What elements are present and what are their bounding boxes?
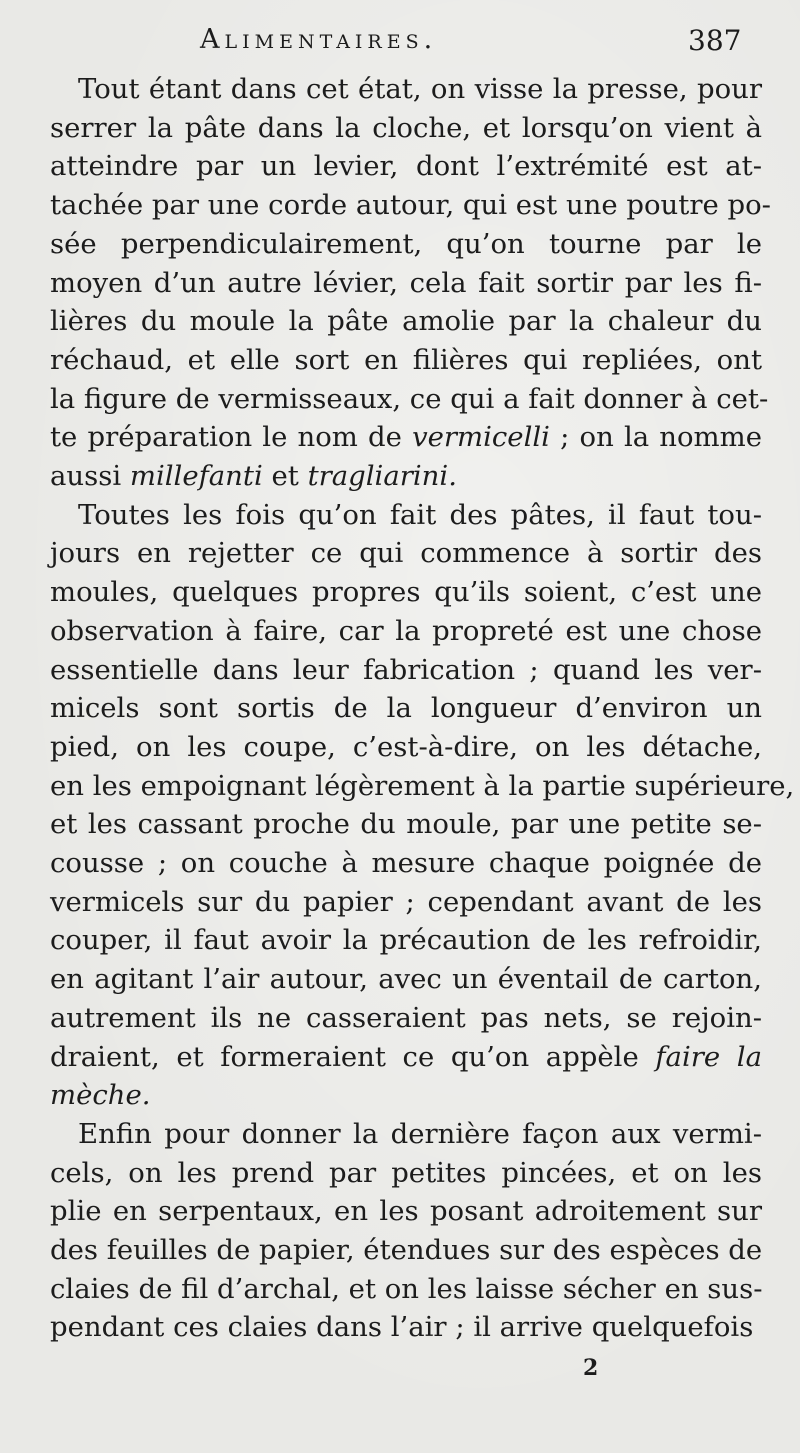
text-line	[50, 728, 762, 766]
text-line	[50, 921, 762, 959]
text-segment: en agitant l’air autour, avec un éventail de carton,	[50, 963, 762, 996]
text-line	[50, 1154, 762, 1192]
text-segment: serrer la pâte dans la cloche, et lorsqu’on vient à	[50, 111, 762, 144]
text-segment: moules, quelques propres qu’ils soient, c’est une	[50, 576, 762, 609]
page-header	[0, 24, 800, 64]
text-segment: observation à faire, car la propreté est une chose	[50, 614, 762, 647]
text-segment: jours en rejetter ce qui commence à sortir des	[50, 537, 762, 570]
text-segment: Tout étant dans cet état, on visse la presse, pour	[78, 73, 762, 105]
text-segment: atteindre par un levier, dont l’extrémité est at-	[50, 150, 762, 183]
text-line	[78, 70, 762, 108]
text-segment: sée perpendiculairement, qu’on tourne par le	[50, 227, 762, 260]
text-segment: Toutes les fois qu’on fait des pâtes, il faut tou-	[78, 498, 762, 531]
text-line	[50, 1308, 762, 1346]
text-line	[50, 689, 762, 727]
text-segment: claies de fil d’archal, et on les laisse sécher en sus-	[50, 1272, 763, 1305]
text-segment: plie en serpentaux, en les posant adroitement sur	[50, 1195, 762, 1228]
italic-text-segment: vermicelli	[412, 421, 550, 454]
text-line	[50, 767, 795, 805]
text-line	[50, 147, 762, 185]
text-line	[50, 264, 762, 302]
text-segment: vermicels sur du papier ; cependant avant de les	[50, 885, 762, 918]
text-line	[50, 805, 762, 843]
text-line	[50, 844, 762, 882]
text-segment: micels sont sortis de la longueur d’environ un	[50, 692, 762, 725]
text-segment: essentielle dans leur fabrication ; quand les ver-	[50, 653, 762, 686]
text-segment: draient, et formeraient ce qu’on appèle	[50, 1040, 656, 1073]
text-segment: pendant ces claies dans l’air ; il arrive quelquefois	[50, 1311, 754, 1344]
italic-text-segment: faire la	[655, 1040, 762, 1073]
text-segment: pied, on les coupe, c’est-à-dire, on les détache,	[50, 730, 762, 763]
page-number: 387	[688, 24, 742, 57]
text-segment: aussi	[50, 460, 130, 492]
text-line	[50, 380, 769, 418]
text-line	[50, 302, 762, 340]
text-segment: cels, on les prend par petites pincées, et on les	[50, 1156, 762, 1189]
text-segment: des feuilles de papier, étendues sur des espèces de	[50, 1234, 763, 1266]
text-segment: en les empoignant légèrement à la partie supérieure,	[50, 769, 795, 802]
text-segment: couper, il faut avoir la précaution de les refroidir,	[50, 924, 762, 957]
text-segment: Enfin pour donner la dernière façon aux vermi-	[78, 1117, 762, 1150]
text-line	[50, 612, 762, 650]
text-line	[50, 225, 762, 263]
text-line	[50, 960, 762, 998]
text-segment: la figure de vermisseaux, ce qui a fait donner à cet-	[50, 382, 769, 415]
text-line	[50, 573, 762, 611]
text-segment: réchaud, et elle sort en filières qui repliées, ont	[50, 343, 762, 376]
running-title: Alimentaires.	[200, 24, 438, 55]
text-line	[50, 651, 762, 689]
signature-mark: 2	[583, 1355, 599, 1381]
italic-text-segment: millefanti	[129, 460, 263, 492]
text-segment: moyen d’un autre lévier, cela fait sortir par les fi-	[50, 266, 762, 299]
text-segment: et	[262, 460, 308, 492]
text-segment: te préparation le nom de	[50, 421, 413, 454]
text-line	[78, 1115, 762, 1153]
text-line	[78, 496, 762, 534]
text-segment: et les cassant proche du moule, par une petite se-	[50, 808, 762, 841]
italic-text-segment: mèche.	[50, 1079, 151, 1112]
text-line	[50, 1038, 762, 1076]
text-segment: tachée par une corde autour, qui est une poutre po-	[50, 189, 771, 222]
text-segment: cousse ; on couche à mesure chaque poignée de	[50, 847, 762, 879]
text-segment: lières du moule la pâte amolie par la chaleur du	[50, 305, 762, 338]
text-line	[50, 457, 762, 495]
text-line	[50, 999, 762, 1037]
italic-text-segment: tragliarini.	[307, 460, 457, 492]
text-line	[50, 341, 762, 379]
text-line	[50, 534, 762, 572]
text-line	[50, 109, 762, 147]
text-line	[50, 1192, 762, 1230]
text-segment: autrement ils ne casseraient pas nets, se rejoin-	[50, 1001, 762, 1034]
text-segment: ; on la nomme	[549, 421, 762, 454]
text-line	[50, 1270, 762, 1308]
text-line	[50, 1076, 762, 1114]
text-line	[50, 418, 762, 456]
text-line	[50, 883, 762, 921]
text-line	[50, 1231, 762, 1269]
text-line	[50, 186, 771, 224]
